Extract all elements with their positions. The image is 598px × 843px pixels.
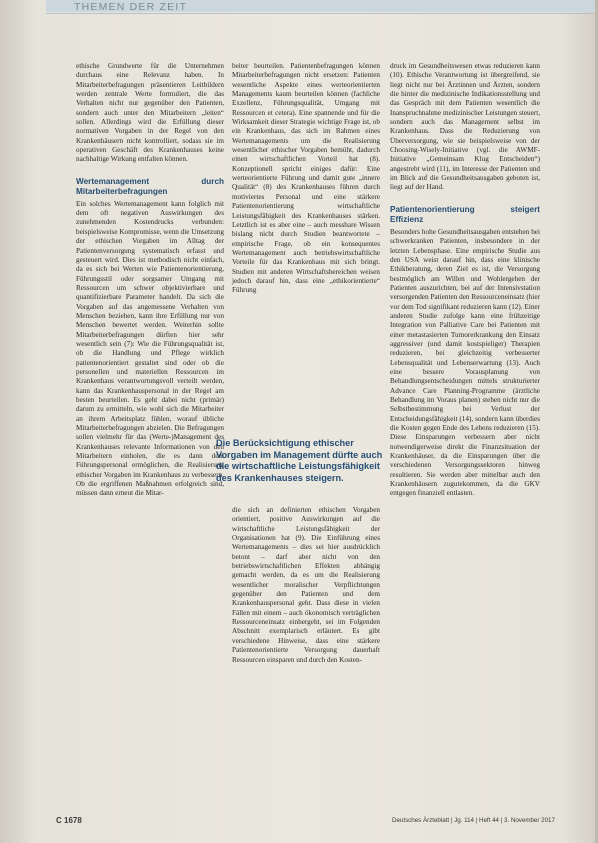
column-1-intro: ethische Grundwerte für die Unternehmen durchaus eine Relevanz haben. In Mitarbeiterbefragungen präsentieren Leitbildern werden zentrale Werte formuliert, die das Verhalten nicht nur gegenüber den Patienten, sondern auch unter den Mitarbeitern „leiten“ sollen. Allerdings wird die Erfüllung dieser normativen Vorgaben in der Regel von den Krankenhäusern nicht kontrolliert, sodass sie im operativen Geschäft des Krankenhauses keine nachhaltige Wirkung entfalten können. [76,62,224,164]
subheading-wertemanagement: Wertemanagement durch Mitarbeiterbefragungen [76,176,224,196]
section-title: THEMEN DER ZEIT [74,1,188,13]
column-2-top-text: beiter beurteilen. Patientenbefragungen können Mitarbeiterbefragungen nicht ersetzen: Patienten wesentliche Aspekte eines werteorientierten Managements kaum beurteilen können (fachliche Exzellenz, Führungsqualität, Umgang mit Ressourcen et cetera). Eine spannende und für die Wirksamkeit dieser Strategie wichtige Frage ist, ob ein Krankenhaus, das sich im Rahmen eines Wertemanagements um die Realisierung wesentlicher ethischer Vorgaben bemüht, dadurch einen wirtschaftlichen Vorteil hat (8). Konzeptionell spricht einiges dafür: Eine werteorientierte Führung und damit gute „innere Qualität“ (8) des Krankenhauses führen durch motiviertes Personal und eine stärkere Patientenorientierung wirtschaftliche Leistungsfähigkeit des Krankenhauses stärken. Letztlich ist es aber eine – auch messbare Wissen bislang nicht durch Studien beantwortete – empirische Frage, ob ein konsequentes Wertemanagement auch betriebswirtschaftliche Vorteile für das Krankenhaus mit sich bringt. Studien mit anderen Wirtschaftsbereichen weisen jedoch darauf hin, dass eine „ethikorientierte“ Führung [232,62,380,295]
journal-reference: Deutsches Ärzteblatt | Jg. 114 | Heft 44 | 3. November 2017 [392,817,555,824]
page-number: C 1678 [56,816,82,825]
subheading-patientenorientierung: Patientenorientierung steigert Effizienz [390,204,540,224]
column-2-bottom [232,506,380,665]
column-3-top-text: druck im Gesundheitswesen etwas reduzieren kann (10). Ethische Verantwortung ist übergreifend, sie liegt nicht nur bei Ärztinnen und Ärzten, sondern die hinter die medizinische Indikationsstellung und das Gespräch mit dem Patienten wesentlich die Inanspruchnahme medizinischer Leistungen steuert, sondern auch das Management selbst im Krankenhaus. Dass die Reduzierung von Überversorgung, wie sie beispielsweise von der Choosing-Wisely-Initiative (vgl. die AWMF-Initiative „Gemeinsam Klug Entscheiden“) angestrebt wird (11), im Interesse der Patienten und im Blick auf die Gesundheitsausgaben geboten ist, liegt auf der Hand. [390,62,540,192]
column-2-top [232,62,380,296]
pull-quote: Die Berücksichtigung ethischer Vorgaben im Management dürfte auch die wirtschaftliche Leistungsfähigkeit des Krankenhauses steigern. [216,438,383,483]
column-3-body: Besonders hohe Gesundheitsausgaben entstehen bei schwerkranken Patienten, insbesondere in der letzten Lebensphase. Eine empirische Studie aus den USA weist darauf hin, dass eine klinische Ethikberatung, deren Ziel es ist, die Versorgung bestmöglich am Willen und Wohlergehen der Patienten auszurichten, bei auf der Intensivstation versorgenden Patienten den Ressourceneinsatz (hier vor dem Tod signifikant reduzieren kann (12). Einer anderen Studie zufolge kann eine frühzeitige Integration von Palliative Care bei Patienten mit einer metastasierten Tumorerkrankung den Einsatz aggressiver (und damit kostspieliger) Therapien reduzieren, bei gleichzeitig verbesserter Lebensqualität und Lebenserwartung (13). Auch eine bessere Vorausplanung von Behandlungsentscheidungen mittels strukturierter Advance Care Planning-Programme (ärztliche Behandlung im Voraus planen) stehen nicht nur die Selbstbestimmung bei Verlust der Entscheidungsfähigkeit (14), sondern kann überdies die Kosten gegen Ende des Lebens reduzieren (15). Diese Einsparungen verbessern aber nicht notwendigerweise direkt die Finanzsituation der Krankenhäuser, da die Einsparungen über die verschiedenen Versorgungssektoren hinweg resultieren. Sie werden aber mittelbar auch den Krankenhäusern zugutekommen, da die GKV entgegen finanziell entlasten. [390,227,540,498]
column-1-body: Ein solches Wertemanagement kann folglich mit dem oft negativen Auswirkungen des zunehmenden Kostendrucks verbunden: beispielsweise Kompromisse, wenn die Umsetzung der ethischen Vorgaben im Alltag der Patientenversorgung systematisch erfasst und gesteuert wird. Dies ist methodisch nicht einfach, da es sich bei Werten wie Patientenorientierung, Führungsstil oder sorgsamer Umgang mit Ressourcen um schwer objektivierbare und quantifizierbare Parameter handelt. Da sich die Vorgaben auf das angemessene Verhalten von Menschen beziehen, kann ihre Erfüllung nur von Menschen bewertet werden. Weiterhin sollte Mitarbeiterbefragungen dürften hier sehr wesentlich sein (7): Wie die Führungsqualität ist, ob die Handlung und Pflege wirklich patientenorientiert gestaltet sind oder ob die personellen und materiellen Ressourcen im Krankenhaus verantwortungsvoll verteilt werden, kann das Krankenhauspersonal in der Regel am besten beurteilen. Es geht dabei nicht (primär) darum zu ermitteln, wie wohl sich die Mitarbeiter an ihrem Arbeitsplatz fühlen, worauf übliche Mitarbeiterbefragungen abzielen. Die Befragungen sollen vielmehr für das (Werte-)Management des Krankenhauses relevante Informationen von den Mitarbeitern einholen, die es dann dem Führungspersonal ermöglichen, die Realisierung ethischer Vorgaben im Krankenhaus zu verbessern. Ob die ergriffenen Maßnahmen erfolgreich sind, müssen dann erneut die Mitar- [76,199,224,498]
column-1 [76,62,224,499]
column-3 [390,62,540,499]
column-2-bottom-text: die sich an definierten ethischen Vorgaben orientiert, positive Auswirkungen auf die wirtschaftliche Leistungsfähigkeit der Organisationen hat (9). Die Einführung eines Wertemanagements – dies sei hier ausdrücklich betont – darf aber nicht von den betriebswirtschaftlichen Effekten abhängig gemacht werden, da es um die Realisierung wesentlicher moralischer Verpflichtungen gegenüber den Patienten und dem Krankenhauspersonal geht. Dass diese in vielen Fällen mit einem – auch ökonomisch verträglichen Ressourceneinsatz einhergeht, sei im Folgenden Abschnitt exemplarisch erläutert. Es gibt verschiedene Hinweise, dass eine stärkere Patientenorientierte Versorgung dauerhaft Ressourcen einsparen und durch den Kosten- [232,506,380,664]
header-divider [46,13,598,14]
